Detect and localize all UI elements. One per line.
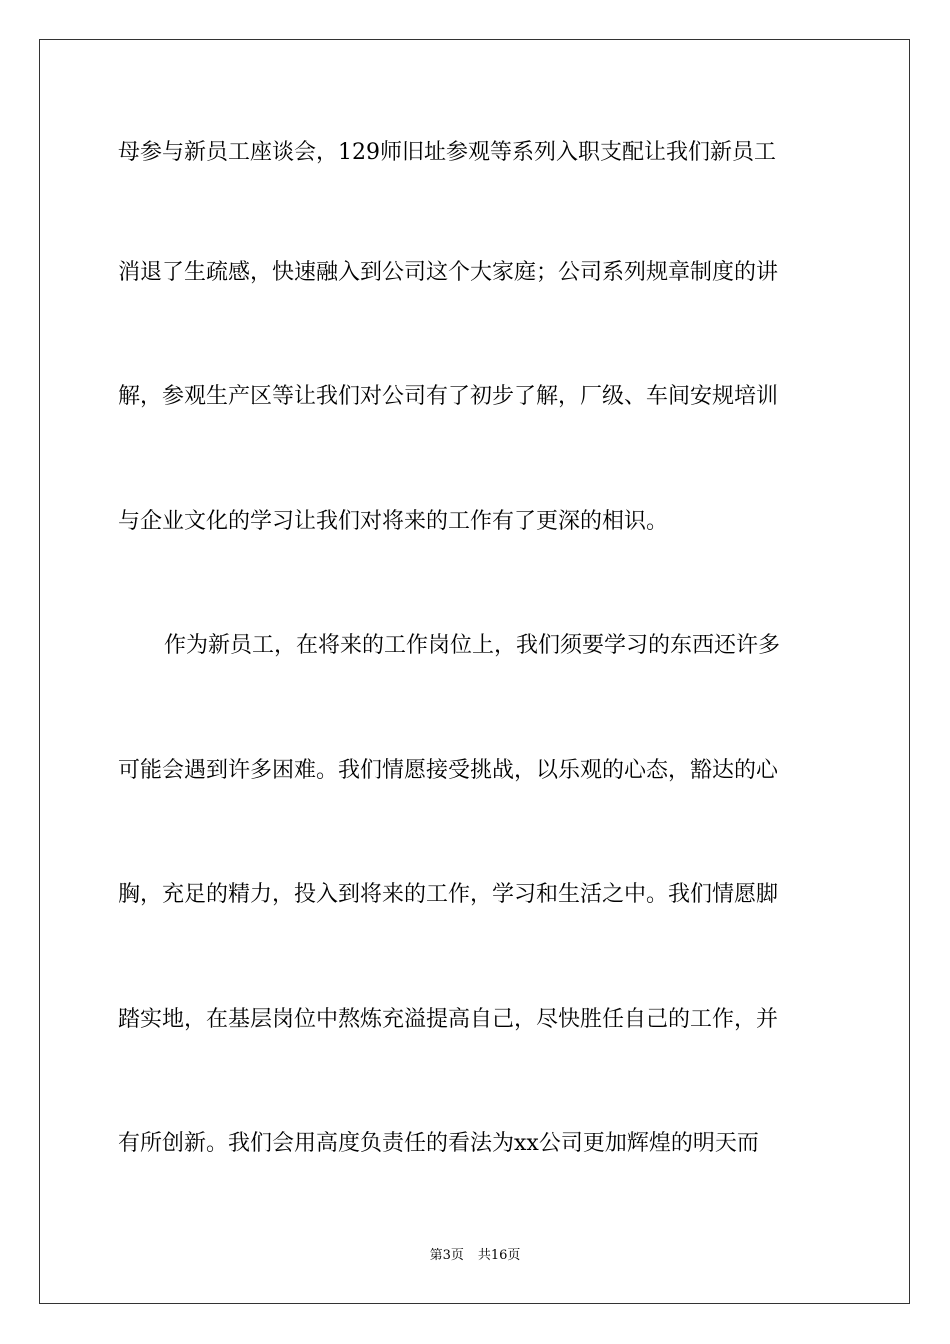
body-text-line: 消退了生疏感，快速融入到公司这个大家庭；公司系列规章制度的讲 (118, 260, 779, 285)
body-text-line: 踏实地，在基层岗位中熬炼充溢提高自己，尽快胜任自己的工作，并 (118, 1007, 779, 1032)
total-pages: 共16页 (477, 1248, 521, 1263)
paragraph-first-line: 作为新员工，在将来的工作岗位上，我们须要学习的东西还许多 (164, 633, 781, 658)
body-text-line: 母参与新员工座谈会，129师旧址参观等系列入职支配让我们新员工 (118, 140, 776, 165)
body-text-line: 胸，充足的精力，投入到将来的工作，学习和生活之中。我们情愿脚 (118, 882, 779, 907)
page-footer (0, 1248, 950, 1264)
body-text-line: 与企业文化的学习让我们对将来的工作有了更深的相识。 (118, 509, 669, 534)
body-text-line: 可能会遇到许多困难。我们情愿接受挑战，以乐观的心态，豁达的心 (118, 758, 779, 783)
body-text-line: 解，参观生产区等让我们对公司有了初步了解，厂级、车间安规培训 (118, 384, 779, 409)
page-number: 第3页 (429, 1248, 464, 1263)
body-text-line: 有所创新。我们会用高度负责任的看法为xx公司更加辉煌的明天而 (118, 1131, 759, 1156)
page-frame (39, 39, 910, 1304)
